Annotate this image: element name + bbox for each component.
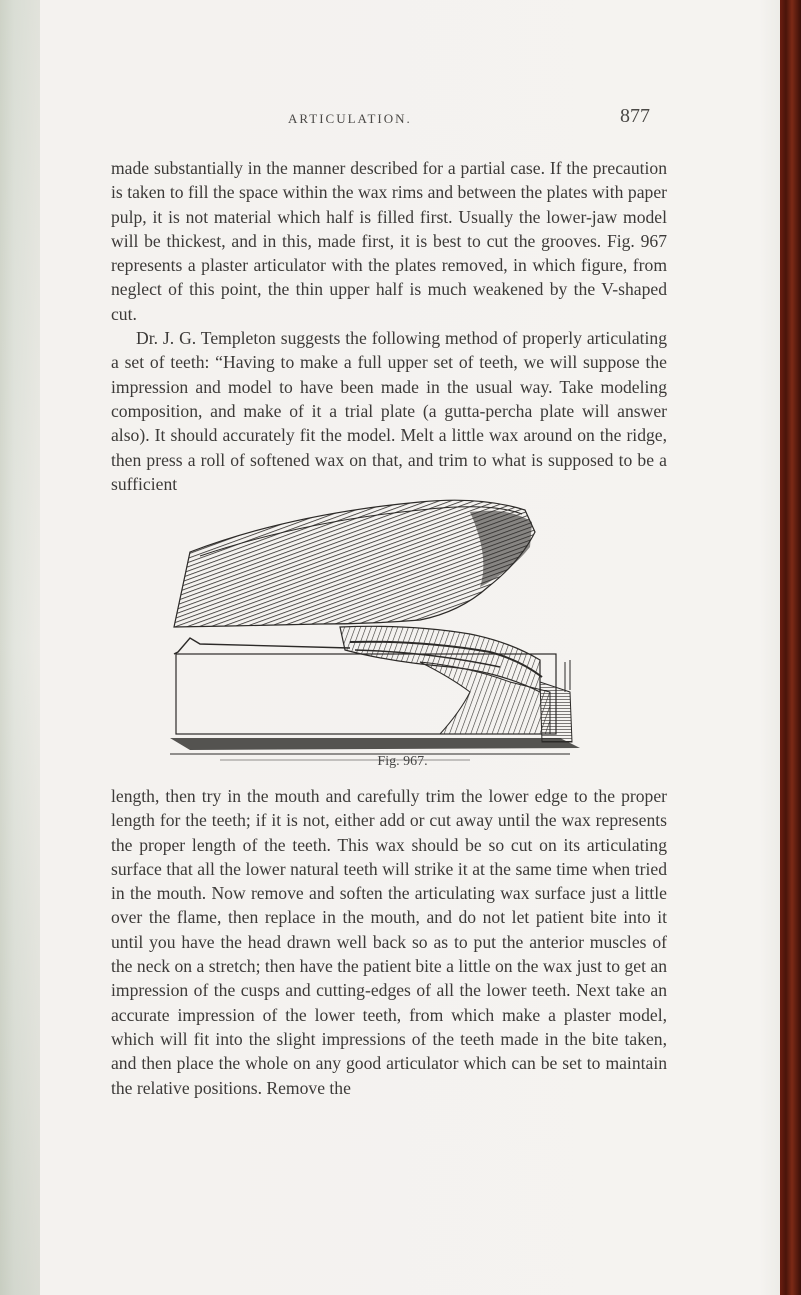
articulator-engraving	[170, 492, 590, 772]
paragraph: Dr. J. G. Templeton suggests the following method of properly articulating a set of teeth: “Having to make a full upper set of teeth, we will suppose the impression and model to have been made in the usual way. Take modeling composition, and make of it a trial plate (a gutta-percha plate will answer also). It should accurately fit the model. Melt a little wax around on the ridge, then press a roll of softened wax on that, and trim to what is supposed to be a sufficient	[111, 328, 667, 494]
page-number: 877	[620, 105, 650, 127]
figure-caption: Fig. 967.	[377, 754, 428, 769]
v-shaped-cut	[174, 638, 350, 654]
body-text-bottom	[111, 784, 667, 1100]
page-gutter-stain	[0, 0, 40, 1295]
running-head-title: ARTICULATION.	[288, 111, 412, 126]
paragraph: length, then try in the mouth and carefully trim the lower edge to the proper length for the teeth; if it is not, either add or cut away until the wax represents the proper length of the teeth. This wax should be so cut on its articulating surface that all the lower natural teeth will strike it at the same time when tried in the mouth. Now remove and soften the articulating wax surface just a little over the flame, then replace in the mouth, and do not let patient bite into it until you have the head drawn well back so as to put the anterior muscles of the neck on a stretch; then have the patient bite a little on the wax just to get an impression of the cusps and cutting-edges of all the lower teeth. Next take an accurate impression of the lower teeth, from which make a plaster model, which will fit into the slight impressions of the teeth made in the bite taken, and then place the whole on any good articulator which can be set to maintain the relative positions. Remove the	[111, 786, 667, 1098]
figure-articulator-illustration	[170, 492, 590, 772]
figure-caption-row	[0, 754, 781, 770]
base-slab	[170, 738, 580, 750]
book-cover-edge	[780, 0, 801, 1295]
running-head	[0, 105, 781, 135]
body-text-top	[111, 156, 667, 496]
paragraph: made substantially in the manner described for a partial case. If the precaution is taken to fill the space within the wax rims and between the plates with paper pulp, it is not material which half is filled first. Usually the lower-jaw model will be thickest, and in this, made first, it is best to cut the grooves. Fig. 967 represents a plaster articulator with the plates removed, in which figure, from neglect of this point, the thin upper half is much weakened by the V-shaped cut.	[111, 158, 667, 324]
